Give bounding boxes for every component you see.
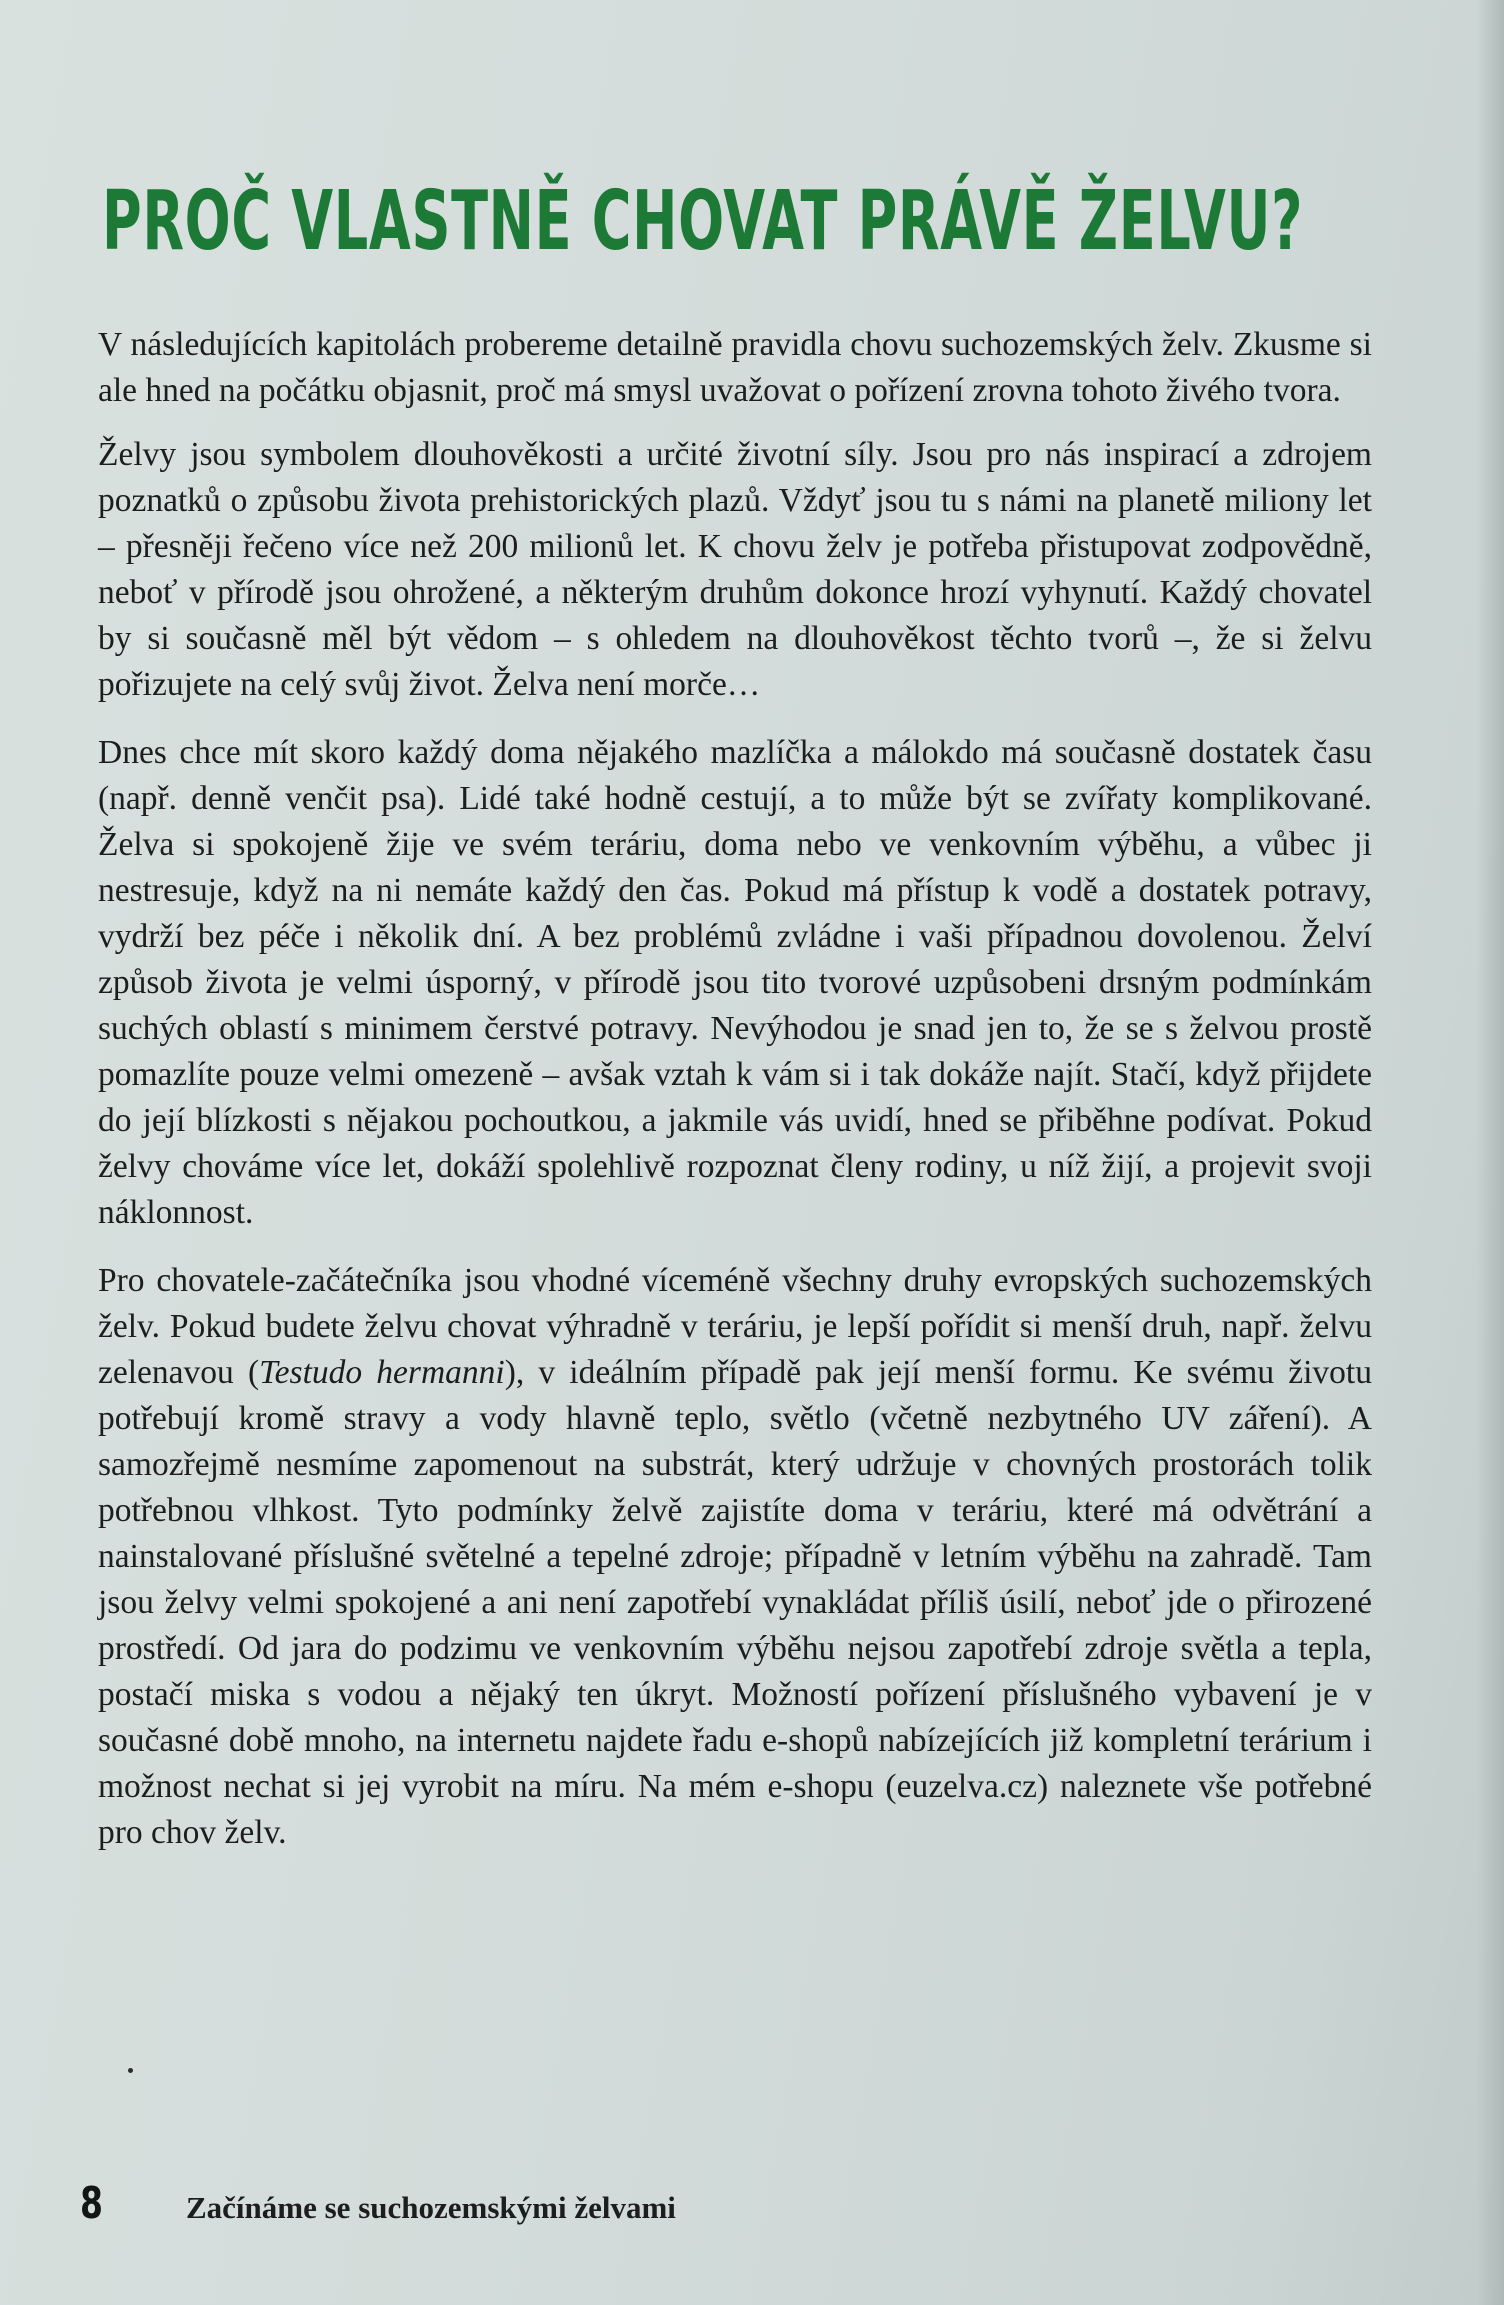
page-number: 8 (80, 2178, 103, 2229)
body-text (98, 322, 1372, 1874)
page-edge-shadow (1476, 0, 1504, 2305)
species-latin-name: Testudo hermanni (259, 1354, 505, 1391)
paragraph-beginner-part-2: ), v ideálním případě pak její menší formu. Ke svému životu potřebují kromě stravy a vody hlavně teplo, světlo (včetně nezbytného UV záření). A samozřejmě nesmíme zapomenout na substrát, který udržuje v chovných prostorách tolik potřebnou vlhkost. Tyto podmínky želvě zajistíte doma v teráriu, které má odvětrání a nainstalované příslušné světelné a tepelné zdroje; případně v letním výběhu na zahradě. Tam jsou želvy velmi spokojené a ani není zapotřebí vynakládat příliš úsilí, neboť jde o přirozené prostředí. Od jara do podzimu ve venkovním výběhu nejsou zapotřebí zdroje světla a tepla, postačí miska s vodou a nějaký ten úkryt. Možností pořízení příslušného vybavení je v současné době mnoho, na internetu najdete řadu e-shopů nabízejících již kompletní terárium i možnost nechat si jej vyrobit na míru. Na mém e-shopu (euzelva.cz) naleznete vše potřebné pro chov želv. (98, 1354, 1372, 1851)
paragraph-beginner-part-1: Pro chovatele-začátečníka jsou vhodné víceméně všechny druhy evropských suchozemských želv. Pokud budete želvu chovat výhradně v teráriu, je lepší pořídit si menší druh, např. želvu zelenavou ( (98, 1262, 1372, 1391)
paragraph-longevity: Želvy jsou symbolem dlouhověkosti a určité životní síly. Jsou pro nás inspirací a zdrojem poznatků o způsobu života prehistorických plazů. Vždyť jsou tu s námi na planetě miliony let – přesněji řečeno více než 200 milionů let. K chovu želv je potřeba přistupovat zodpovědně, neboť v přírodě jsou ohrožené, a některým druhům dokonce hrozí vyhynutí. Každý chovatel by si současně měl být vědom – s ohledem na dlouhověkost těchto tvorů –, že si želvu pořizujete na celý svůj život. Želva není morče… (98, 436, 1372, 703)
stray-dot (128, 2068, 133, 2073)
paragraph-beginner (98, 1258, 1372, 1856)
page-footer (80, 2178, 676, 2229)
running-title: Začínáme se suchozemskými želvami (186, 2190, 676, 2225)
paragraph-intro: V následujících kapitolách probereme detailně pravidla chovu suchozemských želv. Zkusme si ale hned na počátku objasnit, proč má smysl uvažovat o pořízení zrovna tohoto živého tvora. (98, 326, 1372, 409)
page-title: PROČ VLASTNĚ CHOVAT PRÁVĚ ŽELVU? (102, 174, 1304, 269)
paragraph-time: Dnes chce mít skoro každý doma nějakého mazlíčka a málokdo má současně dostatek času (např. denně venčit psa). Lidé také hodně cestují, a to může být se zvířaty komplikované. Želva si spokojeně žije ve svém teráriu, doma nebo ve venkovním výběhu, a vůbec ji nestresuje, když na ni nemáte každý den čas. Pokud má přístup k vodě a dostatek potravy, vydrží bez péče i několik dní. A bez problémů zvládne i vaši případnou dovolenou. Želví způsob života je velmi úsporný, v přírodě jsou tito tvorové uzpůsobeni drsným podmínkám suchých oblastí s minimem čerstvé potravy. Nevýhodou je snad jen to, že se s želvou prostě pomazlíte pouze velmi omezeně – avšak vztah k vám si i tak dokáže najít. Stačí, když přijdete do její blízkosti s nějakou pochoutkou, a jakmile vás uvidí, hned se přiběhne podívat. Pokud želvy chováme více let, dokáží spolehlivě rozpoznat členy rodiny, u níž žijí, a projevit svoji náklonnost. (98, 734, 1372, 1231)
